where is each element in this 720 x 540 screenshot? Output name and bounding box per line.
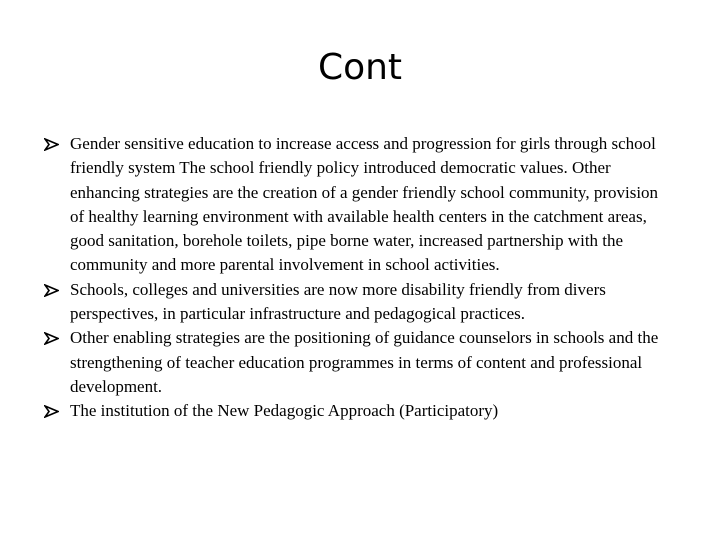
bullet-text: Schools, colleges and universities are now more disability friendly from divers perspectives, in particular infrastructure and pedagogical practices. <box>70 279 606 324</box>
bullet-text: Other enabling strategies are the positioning of guidance counselors in schools and the strengthening of teacher education programmes in terms of content and professional development. <box>70 328 659 396</box>
bullet-text: Gender sensitive education to increase access and progression for girls through school friendly system The school friendly policy introduced democratic values. Other enhancing strategies are the creation of a gender friendly school community, provision of healthy learning environment with available health centers in the catchment areas, good sanitation, borehole toilets, pipe borne water, increased partnership with the community and more parental involvement in school activities. <box>70 134 659 275</box>
slide-title: Cont <box>317 47 403 88</box>
arrowhead-bullet-icon <box>44 284 59 297</box>
arrowhead-bullet-icon <box>44 405 59 418</box>
bullet-item <box>44 399 676 423</box>
arrowhead-bullet-icon <box>44 332 59 345</box>
bullet-text: The institution of the New Pedagogic Approach (Participatory) <box>70 401 499 421</box>
arrowhead-bullet-icon <box>44 138 59 151</box>
bullet-list <box>44 132 676 424</box>
bullet-item <box>44 326 676 399</box>
bullet-item <box>44 278 676 327</box>
bullet-item <box>44 132 676 278</box>
